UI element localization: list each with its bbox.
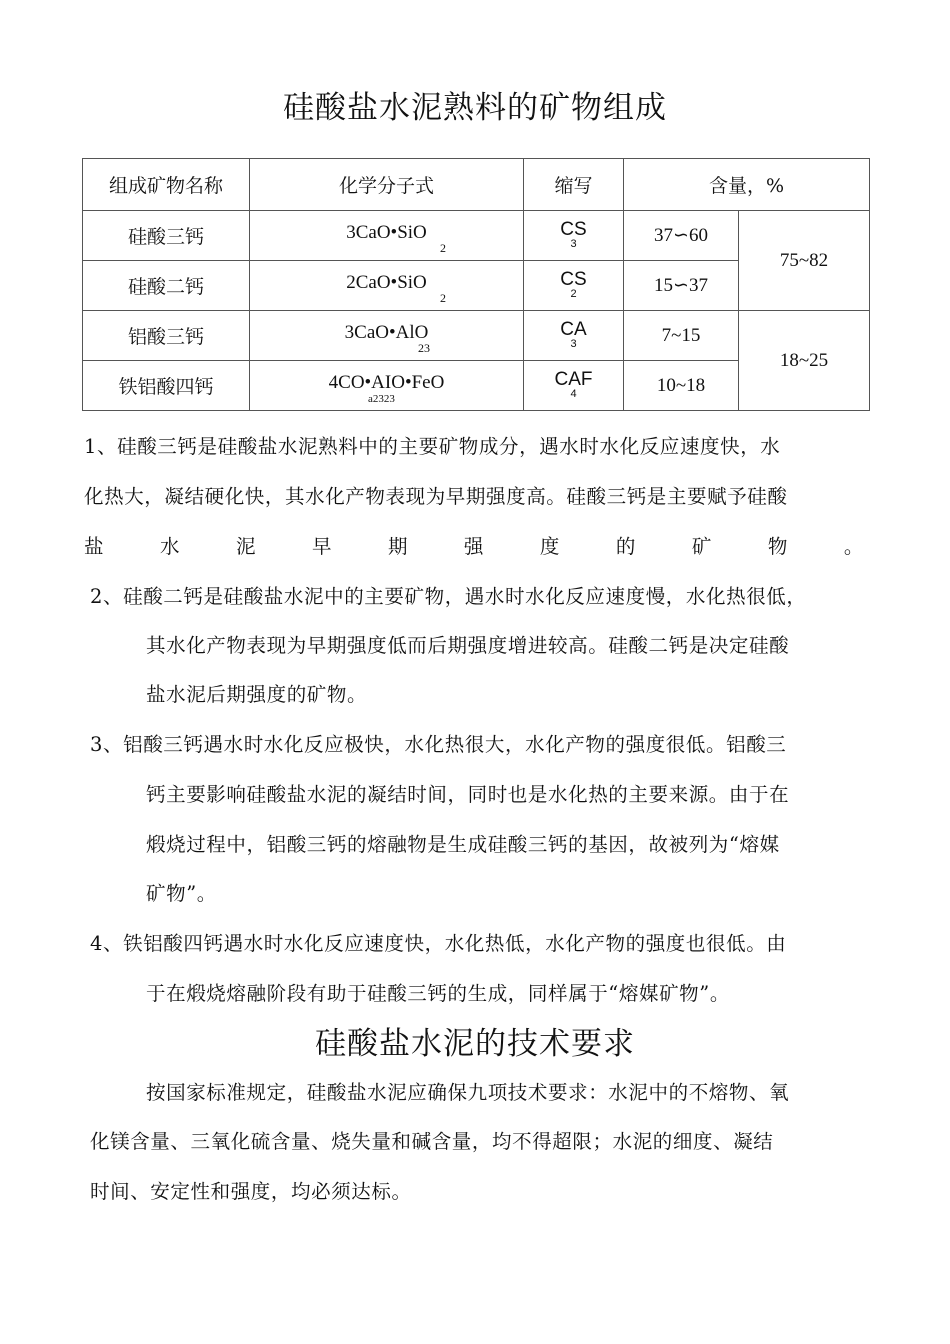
abbreviation-subscript: 2 (570, 288, 577, 300)
mineral-name: 硅酸三钙 (83, 211, 250, 261)
spread-char: 矿 (691, 535, 712, 558)
content-range: 15∽37 (624, 261, 739, 311)
abbreviation-subscript: 4 (570, 388, 577, 400)
spread-char: 的 (615, 535, 636, 558)
paragraph-line: 按国家标准规定，硅酸盐水泥应确保九项技术要求：水泥中的不熔物、氧 (146, 1081, 790, 1104)
abbreviation: CS 3 (524, 211, 624, 261)
formula-subscript: 2 (440, 241, 446, 255)
paragraph-line: 矿物”。 (146, 882, 217, 905)
paragraph-line: 时间、安定性和强度，均必须达标。 (90, 1180, 412, 1203)
mineral-composition-table (82, 158, 870, 411)
content-range: 7~15 (624, 311, 739, 361)
paragraph-line: 于在煅烧熔融阶段有助于硅酸三钙的生成，同样属于“熔媒矿物”。 (146, 982, 730, 1005)
paragraph-line: 2、硅酸二钙是硅酸盐水泥中的主要矿物，遇水时水化反应速度慢，水化热很低， (90, 585, 807, 608)
abbreviation: CAF 4 (524, 361, 624, 411)
header-content-percent: 含量，% (624, 159, 870, 211)
table-row (83, 211, 870, 261)
paragraph-line: 3、铝酸三钙遇水时水化反应极快，水化热很大，水化产物的强度很低。铝酸三 (90, 733, 787, 756)
header-mineral-name: 组成矿物名称 (83, 159, 250, 211)
spread-char: 。 (843, 535, 864, 558)
spread-char: 强 (463, 535, 485, 558)
paragraph-line: 煅烧过程中，铝酸三钙的熔融物是生成硅酸三钙的基因，故被列为“熔媒 (146, 833, 780, 856)
abbreviation-subscript: 3 (570, 238, 577, 250)
paragraph-line-spread (84, 522, 864, 571)
mineral-name: 铁铝酸四钙 (83, 361, 250, 411)
formula-subscript: a2323 (368, 393, 395, 405)
abbreviation-subscript: 3 (570, 338, 577, 350)
spread-char: 期 (387, 535, 409, 558)
mineral-name: 硅酸二钙 (83, 261, 250, 311)
paragraph-line: 4、铁铝酸四钙遇水时水化反应速度快，水化热低，水化产物的强度也很低。由 (90, 932, 787, 955)
spread-char: 水 (159, 535, 181, 558)
spread-char: 度 (539, 535, 561, 558)
paragraph-line: 化热大，凝结硬化快，其水化产物表现为早期强度高。硅酸三钙是主要赋予硅酸 (84, 485, 788, 508)
spread-char: 物 (767, 535, 788, 558)
content-total-silicates: 75~82 (739, 211, 870, 311)
content-range: 10~18 (624, 361, 739, 411)
chemical-formula: 4CO•AIO•FeO a2323 (250, 361, 524, 411)
abbreviation: CA 3 (524, 311, 624, 361)
spread-char: 泥 (235, 535, 257, 558)
paragraph-line: 其水化产物表现为早期强度低而后期强度增进较高。硅酸二钙是决定硅酸 (146, 634, 790, 657)
header-chemical-formula: 化学分子式 (250, 159, 524, 211)
content-total-aluminates: 18~25 (739, 311, 870, 411)
paragraph-line: 化镁含量、三氧化硫含量、烧失量和碱含量，均不得超限；水泥的细度、凝结 (90, 1130, 774, 1153)
chemical-formula: 3CaO•AlO 23 (250, 311, 524, 361)
paragraph-line: 盐水泥后期强度的矿物。 (146, 683, 368, 706)
header-abbreviation: 缩写 (524, 159, 624, 211)
formula-subscript: 2 (440, 291, 446, 305)
abbreviation: CS 2 (524, 261, 624, 311)
paragraph-line: 钙主要影响硅酸盐水泥的凝结时间，同时也是水化热的主要来源。由于在 (146, 783, 790, 806)
chemical-formula: 3CaO•SiO 2 (250, 211, 524, 261)
paragraph-line: 1、硅酸三钙是硅酸盐水泥熟料中的主要矿物成分，遇水时水化反应速度快，水 (84, 435, 781, 458)
formula-subscript: 23 (418, 341, 430, 355)
spread-char: 盐 (84, 535, 105, 558)
mineral-name: 铝酸三钙 (83, 311, 250, 361)
section-title-technical-requirements: 硅酸盐水泥的技术要求 (315, 1026, 635, 1062)
table-header-row (83, 159, 870, 211)
table-row (83, 311, 870, 361)
content-range: 37∽60 (624, 211, 739, 261)
chemical-formula: 2CaO•SiO 2 (250, 261, 524, 311)
section-title-mineral-composition: 硅酸盐水泥熟料的矿物组成 (283, 90, 667, 126)
spread-char: 早 (311, 535, 333, 558)
